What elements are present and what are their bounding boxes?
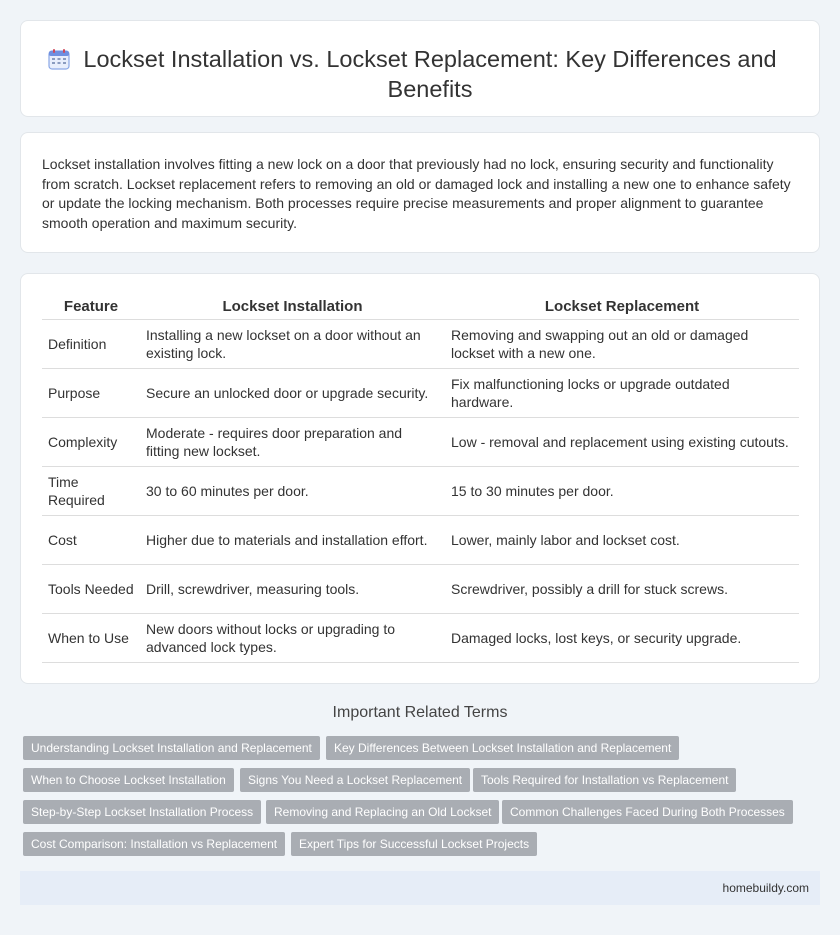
intro-text: Lockset installation involves fitting a new lock on a door that previously had no lock, ensuring security and functionality from scratch. Lockset replacement refers to removing an old or damaged lock and installing a new one to enhance safety or update the locking mechanism. Both processes require precise measurements and proper alignment to guarantee smooth operation and maximum security. (42, 156, 791, 231)
installation-cell: Secure an unlocked door or upgrade security. (140, 368, 445, 417)
installation-cell: 30 to 60 minutes per door. (140, 466, 445, 515)
replacement-cell: Lower, mainly labor and lockset cost. (445, 515, 799, 564)
installation-cell: Installing a new lockset on a door without an existing lock. (140, 319, 445, 368)
related-term-tag[interactable]: Removing and Replacing an Old Lockset (266, 800, 499, 824)
related-term-tag[interactable]: Step-by-Step Lockset Installation Process (23, 800, 261, 824)
feature-cell: Tools Needed (42, 564, 140, 613)
footer-site-link[interactable]: homebuildy.com (722, 881, 809, 895)
installation-cell: Moderate - requires door preparation and fitting new lockset. (140, 417, 445, 466)
feature-cell: Time Required (42, 466, 140, 515)
related-term-tag[interactable]: Key Differences Between Lockset Installation and Replacement (326, 736, 679, 760)
title-card (20, 20, 820, 117)
feature-cell: Purpose (42, 368, 140, 417)
related-term-tag[interactable]: Cost Comparison: Installation vs Replacement (23, 832, 285, 856)
table-row (42, 564, 799, 613)
table-row (42, 319, 799, 368)
related-term-tag[interactable]: Expert Tips for Successful Lockset Projects (291, 832, 537, 856)
page-title: Lockset Installation vs. Lockset Replacement: Key Differences and Benefits (83, 46, 777, 102)
footer (20, 871, 820, 905)
installation-cell: New doors without locks or upgrading to advanced lock types. (140, 613, 445, 662)
feature-cell: Complexity (42, 417, 140, 466)
table-header-row (42, 294, 799, 319)
feature-cell: Definition (42, 319, 140, 368)
related-term-tag[interactable]: Signs You Need a Lockset Replacement (240, 768, 470, 792)
related-terms-title: Important Related Terms (332, 704, 508, 721)
table-row (42, 417, 799, 466)
replacement-cell: Screwdriver, possibly a drill for stuck screws. (445, 564, 799, 613)
header-feature: Feature (42, 294, 140, 319)
table-row (42, 466, 799, 515)
replacement-cell: Low - removal and replacement using existing cutouts. (445, 417, 799, 466)
related-term-tag[interactable]: Tools Required for Installation vs Replacement (473, 768, 736, 792)
replacement-cell: 15 to 30 minutes per door. (445, 466, 799, 515)
table-row (42, 515, 799, 564)
intro-card (20, 132, 820, 253)
installation-cell: Higher due to materials and installation effort. (140, 515, 445, 564)
replacement-cell: Damaged locks, lost keys, or security upgrade. (445, 613, 799, 662)
feature-cell: Cost (42, 515, 140, 564)
table-row (42, 613, 799, 662)
installation-cell: Drill, screwdriver, measuring tools. (140, 564, 445, 613)
replacement-cell: Fix malfunctioning locks or upgrade outdated hardware. (445, 368, 799, 417)
related-term-tag[interactable]: When to Choose Lockset Installation (23, 768, 234, 792)
replacement-cell: Removing and swapping out an old or damaged lockset with a new one. (445, 319, 799, 368)
related-term-tag[interactable]: Understanding Lockset Installation and Replacement (23, 736, 320, 760)
comparison-table (42, 294, 799, 663)
table-row (42, 368, 799, 417)
related-term-tag[interactable]: Common Challenges Faced During Both Processes (502, 800, 793, 824)
feature-cell: When to Use (42, 613, 140, 662)
comparison-card (20, 273, 820, 684)
header-replacement: Lockset Replacement (445, 294, 799, 319)
header-installation: Lockset Installation (140, 294, 445, 319)
